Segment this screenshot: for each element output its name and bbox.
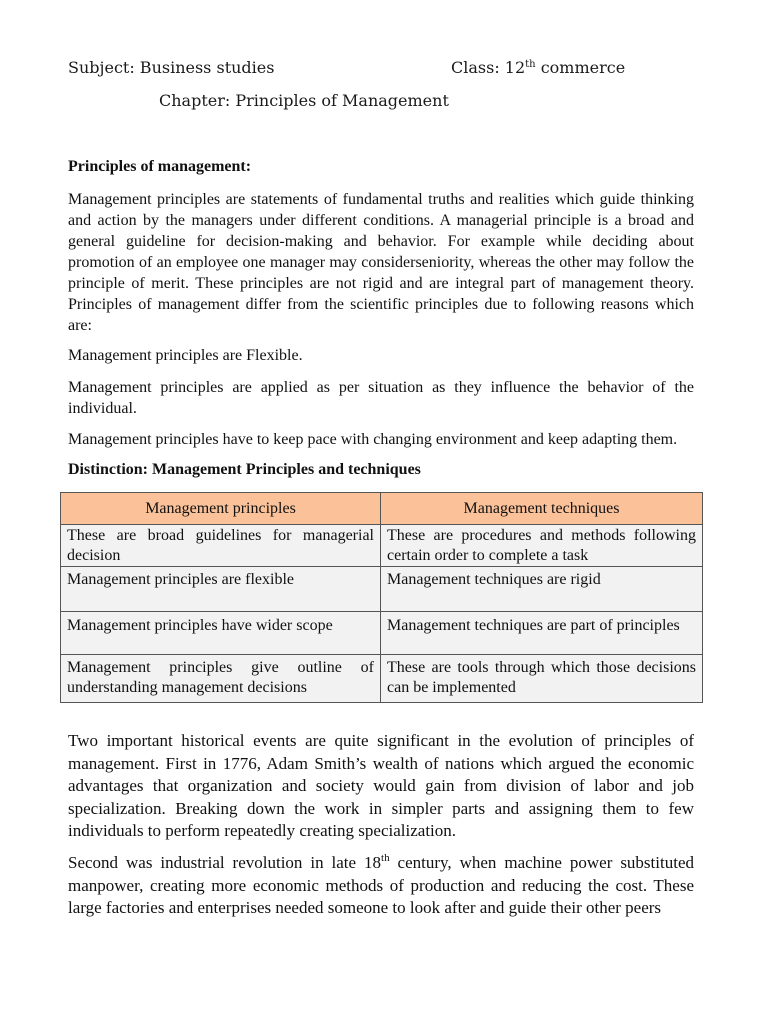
reason-item: Management principles are applied as per situation as they influence the behavior of the individual.: [68, 379, 694, 417]
class-label: [451, 58, 625, 78]
table-cell: Management principles give outline of understanding management decisions: [61, 655, 381, 703]
column-header: Management techniques: [381, 493, 703, 525]
century-superscript: th: [381, 852, 390, 864]
table-cell: These are procedures and methods following certain order to complete a task: [381, 525, 703, 567]
intro-paragraph: Management principles are statements of fundamental truths and realities which guide thinking and action by the managers under different conditions. A managerial principle is a broad and general guideline for decision-making and behavior. For example while deciding about promotion of an employee one manager may considerseniority, whereas the other may follow the principle of merit. These principles are not rigid and are integral part of management theory. Principles of management differ from the scientific principles due to following reasons which are:: [68, 191, 694, 334]
subject-label: Subject: Business studies: [68, 58, 275, 77]
table-cell: Management techniques are part of principles: [381, 612, 703, 655]
distinction-heading: Distinction: Management Principles and techniques: [68, 461, 421, 478]
chapter-title: Chapter: Principles of Management: [159, 91, 449, 110]
column-header: Management principles: [61, 493, 381, 525]
distinction-table: [60, 492, 703, 703]
table-row: [61, 655, 703, 703]
table-cell: These are tools through which those decisions can be implemented: [381, 655, 703, 703]
table-row: [61, 612, 703, 655]
class-superscript: th: [525, 59, 536, 70]
table-cell: Management principles are flexible: [61, 567, 381, 612]
table-row: [61, 567, 703, 612]
table-cell: These are broad guidelines for managerial decision: [61, 525, 381, 567]
table-cell: Management techniques are rigid: [381, 567, 703, 612]
section-heading: Principles of management:: [68, 158, 252, 175]
history-paragraph: Two important historical events are quite significant in the evolution of principles of management. First in 1776, Adam Smith’s wealth of nations which argued the economic advantages that organization and society would gain from division of labor and job specialization. Breaking down the work in simpler parts and assigning them to few individuals to perform repeatedly creating specialization.: [68, 731, 694, 840]
table-header-row: [61, 493, 703, 525]
reason-item: Management principles are Flexible.: [68, 347, 303, 364]
table-cell: Management principles have wider scope: [61, 612, 381, 655]
class-prefix: Class: 12: [451, 58, 526, 77]
industrial-revolution-paragraph: [68, 852, 694, 920]
table-row: [61, 525, 703, 567]
reason-item: Management principles have to keep pace with changing environment and keep adapting them.: [68, 431, 678, 448]
class-suffix: commerce: [535, 58, 626, 77]
paragraph-text: century, when machine power substituted manpower, creating more economic methods of production and reducing the cost. These large factories and enterprises needed someone to look after and guide their other peers: [68, 853, 694, 917]
paragraph-text: Second was industrial revolution in late 18: [68, 853, 382, 872]
